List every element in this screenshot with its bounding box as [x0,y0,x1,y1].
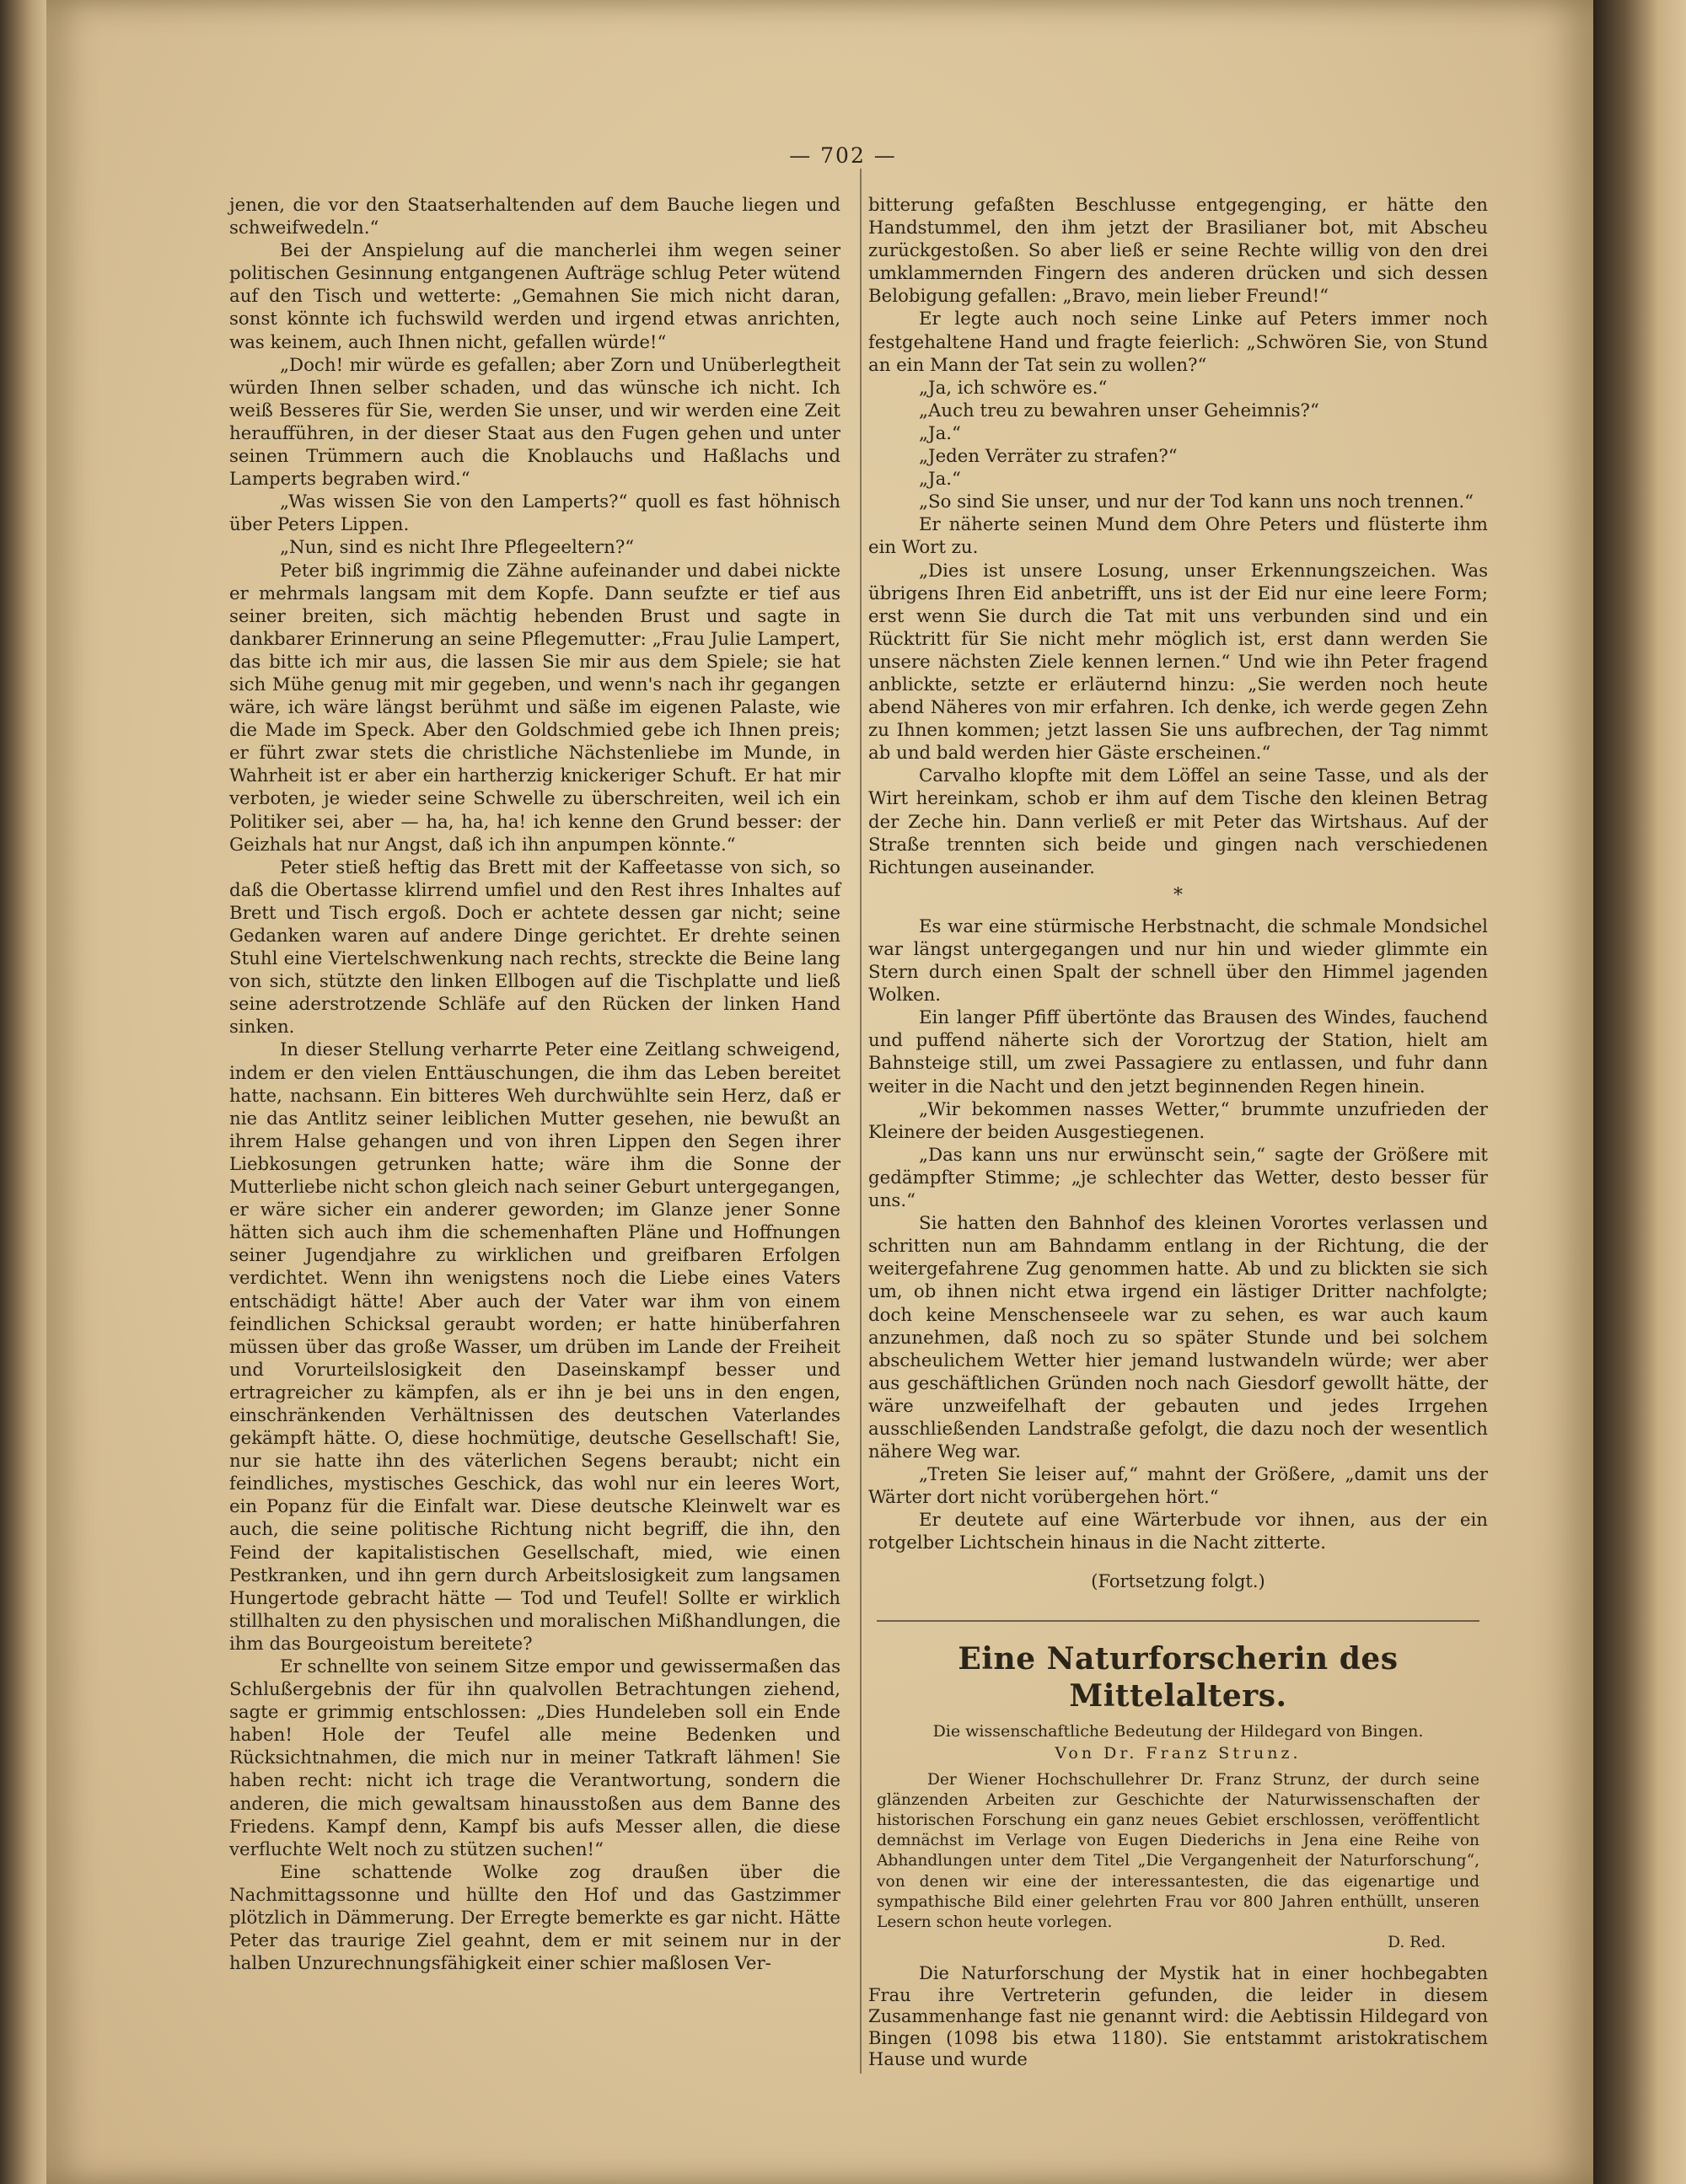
article-subtitle: Die wissenschaftliche Bedeutung der Hildegard von Bingen. [932,1721,1424,1741]
paragraph: „Nun, sind es nicht Ihre Pflegeeltern?“ [280,537,635,559]
paragraph: „So sind Sie unser, und nur der Tod kann uns noch trennen.“ [919,491,1474,513]
paragraph: Er legte auch noch seine Linke auf Peters immer noch festgehaltene Hand und fragte feierlich: „Schwören Sie, von Stund an ein Mann der Tat sein zu wollen?“ [868,309,1488,376]
editor-signature: D. Red. [1388,1934,1446,1952]
paragraph: Carvalho klopfte mit dem Löffel an seine Tasse, und als der Wirt hereinkam, schob er ihm auf dem Tische den kleinen Betrag der Zeche hin. Dann verließ er mit Peter das Wirtshaus. Auf der Straße trennten sich beide und gingen nach verschiedenen Richtungen auseinander. [868,765,1488,878]
paragraph: Peter biß ingrimmig die Zähne aufeinander und dabei nickte er mehrmals langsam mit dem Kopfe. Dann seufzte er tief aus seiner breiten, sich mächtig hebenden Brust und sagte in dankbarer Erinnerung an seine Pflegemutter: „Frau Julie Lampert, das bitte ich mir aus, die lassen Sie mir aus dem Spiele; sie hat sich Mühe genug mit mir gegeben, und wenn's nach ihr gegangen wäre, ich wäre längst berühmt und säße im eigenen Palaste, wie die Made im Speck. Aber den Goldschmied gebe ich Ihnen preis; er führt zwar stets die christliche Nächstenliebe im Munde, in Wahrheit ist er aber ein hartherzig knickeriger Schuft. Er hat mir verboten, je wieder seine Schwelle zu überschreiten, weil ich ein Politiker sei, aber — ha, ha, ha! ich kenne den Grund besser: der Geizhals hat nur Angst, daß ich ihn anpumpen könnte.“ [229,560,840,856]
paragraph: Er deutete auf eine Wärterbude vor ihnen, aus der ein rotgelber Lichtschein hinaus in die Nacht zitterte. [868,1510,1488,1554]
paragraph: „Das kann uns nur erwünscht sein,“ sagte der Größere mit gedämpfter Stimme; „je schlechter das Wetter, desto besser für uns.“ [868,1144,1488,1212]
article-intro [868,1770,1488,1954]
section-separator: * [1173,884,1183,906]
article-body [868,1963,1488,2071]
paragraph: In dieser Stellung verharrte Peter eine Zeitlang schweigend, indem er den vielen Enttäuschungen, die ihm das Leben bereitet hatte, nachsann. Ein bitteres Weh durchwühlte sein Herz, daß er nie das Antlitz seiner leiblichen Mutter gesehen, nie bewußt an ihrem Halse gehangen und von ihren Lippen den Segen ihrer Liebkosungen getrunken hatte; wäre ihm die Sonne der Mutterliebe nicht schon gleich nach seiner Geburt untergegangen, er wäre sicher ein anderer geworden; im Glanze jener Sonne hätten sich auch ihm die schemenhaften Pläne und Hoffnungen seiner Jugendjahre zu wirklichen und greifbaren Erfolgen verdichtet. Wenn ihn wenigstens noch die Liebe eines Vaters entschädigt hätte! Aber auch der Vater war ihm von einem feindlichen Schicksal geraubt worden; er hatte hinüberfahren müssen über das große Wasser, um drüben im Lande der Freiheit und Vorurteilslosigkeit den Daseinskampf besser und ertragreicher zu kämpfen, als er ihn je bei uns in den engen, einschränkenden Verhältnissen des deutschen Vaterlandes gekämpft hätte. O, diese hochmütige, deutsche Gesellschaft! Sie, nur sie hatte ihn des väterlichen Segens beraubt; nicht ein feindliches, mystisches Geschick, das wohl nur ein leeres Wort, ein Popanz für die Einfalt war. Diese deutsche Kleinwelt war es auch, die seine politische Richtung nicht begriff, die ihn, den Feind der kapitalistischen Gesellschaft, mied, wie einen Pestkranken, und ihn gern durch Arbeitslosigkeit zum langsamen Hungertode gebracht hätte — Tod und Teufel! Sollte er wirklich stillhalten zu den physischen und moralischen Mißhandlungen, die ihm das Bourgeoistum bereitete? [229,1039,840,1655]
paragraph: Sie hatten den Bahnhof des kleinen Vorortes verlassen und schritten nun am Bahndamm entlang in der Richtung, die der weitergefahrene Zug genommen hatte. Ab und zu blickten sie sich um, ob ihnen nicht etwa irgend ein lästiger Dritter nachfolgte; doch keine Menschenseele war zu sehen, es war auch kaum anzunehmen, daß noch zu so später Stunde und bei solchem abscheulichem Wetter hier jemand lustwandeln würde; wer aber aus geschäftlichen Gründen noch nach Giesdorf gewollt hätte, der wäre unzweifelhaft der gebauten und jedes Irrgehen ausschließenden Landstraße gefolgt, die dazu noch der wesentlich nähere Weg war. [868,1213,1488,1463]
paragraph: Es war eine stürmische Herbstnacht, die schmale Mondsichel war längst untergegangen und nur hin und wieder glimmte ein Stern durch einen Spalt der schnell über den Himmel jagenden Wolken. [868,915,1488,1006]
paragraph: „Ja, ich schwöre es.“ [919,377,1108,399]
paragraph: Eine schattende Wolke zog draußen über die Nachmittagssonne und hüllte den Hof und das Gastzimmer plötzlich in Dämmerung. Der Erregte bemerkte es gar nicht. Hätte Peter das traurige Ziel geahnt, dem er mit seinem nur in der halben Unzurechnungsfähigkeit einer schier maßlosen Ver- [229,1861,840,1975]
paragraph: Peter stieß heftig das Brett mit der Kaffeetasse von sich, so daß die Obertasse klirrend umfiel und den Rest ihres Inhaltes auf Brett und Tisch ergoß. Doch er achtete dessen gar nicht; seine Gedanken waren auf andere Dinge gerichtet. Er drehte seinen Stuhl eine Viertelschwenkung nach rechts, streckte die Beine lang von sich, stützte den linken Ellbogen auf die Tischplatte und ließ seine aderstrotzende Schläfe auf den Rücken der linken Hand sinken. [229,856,840,1038]
column-divider [860,169,862,2074]
paragraph: Ein langer Pfiff übertönte das Brausen des Windes, fauchend und puffend näherte sich der Vorortzug der Station, hielt am Bahnsteige still, um zwei Passagiere zu entlassen, und fuhr dann weiter in die Nacht und den jetzt beginnenden Regen hinein. [868,1007,1488,1097]
book-spine-left [0,0,51,2184]
paragraph: „Wir bekommen nasses Wetter,“ brummte unzufrieden der Kleinere der beiden Ausgestiegenen. [868,1098,1488,1143]
paragraph: Bei der Anspielung auf die mancherlei ihm wegen seiner politischen Gesinnung entgangenen Aufträge schlug Peter wütend auf den Tisch und wetterte: „Gemahnen Sie mich nicht daran, sonst könnte ich fuchswild werden und irgend etwas anrichten, was keinem, auch Ihnen nicht, gefallen würde!“ [229,240,840,353]
book-gutter-right [1593,0,1686,2184]
page-number: — 702 — [789,143,897,168]
paragraph: „Treten Sie leiser auf,“ mahnt der Größere, „damit uns der Wärter dort nicht vorübergehen hört.“ [868,1464,1488,1509]
article-title: Eine Naturforscherin des Mittelalters. [958,1640,1399,1714]
paragraph: „Ja.“ [919,469,961,491]
paragraph: „Jeden Verräter zu strafen?“ [919,446,1178,468]
intro-text: Der Wiener Hochschullehrer Dr. Franz Strunz, der durch seine glänzenden Arbeiten zur Geschichte der Naturwissenschaften der historischen Forschung ein ganz neues Gebiet erschlossen, veröffentlicht demnächst im Verlage von Eugen Diederichs in Jena eine Reihe von Abhandlungen unter dem Titel „Die Vergangenheit der Naturforschung“, von denen wir eine der interessantesten, die das eigenartige und sympathische Bild einer gelehrten Frau vor 800 Jahren enthüllt, unseren Lesern schon heute vorlegen. [877,1770,1479,1932]
paragraph: Die Naturforschung der Mystik hat in einer hochbegabten Frau ihre Vertreterin gefunden, die leider in diesem Zusammenhange fast nie genannt wird: die Aebtissin Hildegard von Bingen (1098 bis etwa 1180). Sie entstammt aristokratischem Hause und wurde [868,1963,1488,2070]
article-divider [877,1620,1479,1622]
paragraph: „Auch treu zu bewahren unser Geheimnis?“ [919,400,1319,421]
paragraph: „Was wissen Sie von den Lamperts?“ quoll es fast höhnisch über Peters Lippen. [229,491,840,536]
to-be-continued: (Fortsetzung folgt.) [1091,1570,1265,1591]
paragraph: „Doch! mir würde es gefallen; aber Zorn und Unüberlegtheit würden Ihnen selber schaden, und das wünsche ich nicht. Ich weiß Besseres für Sie, werden Sie unser, und wir werden eine Zeit heraufführen, in der dieser Staat aus den Fugen gehen und unter seinen Trümmern auch die Knoblauchs und Haßlachs und Lamperts begraben wird.“ [229,354,840,491]
paragraph: jenen, die vor den Staatserhaltenden auf dem Bauche liegen und schweifwedeln.“ [229,195,840,239]
paragraph: Er näherte seinen Mund dem Ohre Peters und flüsterte ihm ein Wort zu. [868,514,1488,559]
left-column [229,194,840,1975]
right-column [868,194,1488,2071]
paragraph: „Dies ist unsere Losung, unser Erkennungszeichen. Was übrigens Ihren Eid anbetrifft, uns ist der Eid nur eine leere Form; erst wenn Sie durch die Tat mit uns verbunden sind und ein Rücktritt für Sie nicht mehr möglich ist, erst dann werden Sie unsere nächsten Ziele kennen lernen.“ Und wie ihn Peter fragend anblickte, setzte er erläuternd hinzu: „Sie werden noch heute abend Näheres von mir erfahren. Ich denke, ich werde gegen Zehn zu Ihnen kommen; jetzt lassen Sie uns aufbrechen, der Tag nimmt ab und bald werden hier Gäste erscheinen.“ [868,560,1488,765]
paragraph: „Ja.“ [919,422,961,444]
article-author: Von Dr. Franz Strunz. [1055,1743,1302,1763]
paragraph: bitterung gefaßten Beschlusse entgegenging, er hätte den Handstummel, den ihm jetzt der Brasilianer bot, mit Abscheu zurückgestoßen. So aber ließ er seine Rechte willig von den drei umklammernden Fingern des anderen drücken und sich dessen Belobigung gefallen: „Bravo, mein lieber Freund!“ [868,195,1488,308]
paragraph: Er schnellte von seinem Sitze empor und gewissermaßen das Schlußergebnis der für ihn qualvollen Betrachtungen ziehend, sagte er grimmig entschlossen: „Dies Hundeleben soll ein Ende haben! Hole der Teufel alle meine Bedenken und Rücksichtnahmen, die mich nur in meiner Tatkraft lähmen! Sie haben recht: nicht ich trage die Verantwortung, sondern die anderen, die mich gewaltsam hinausstoßen aus dem Banne des Friedens. Kampf denn, Kampf bis aufs Messer allen, die diese verfluchte Welt noch zu stützen suchen!“ [229,1656,840,1860]
